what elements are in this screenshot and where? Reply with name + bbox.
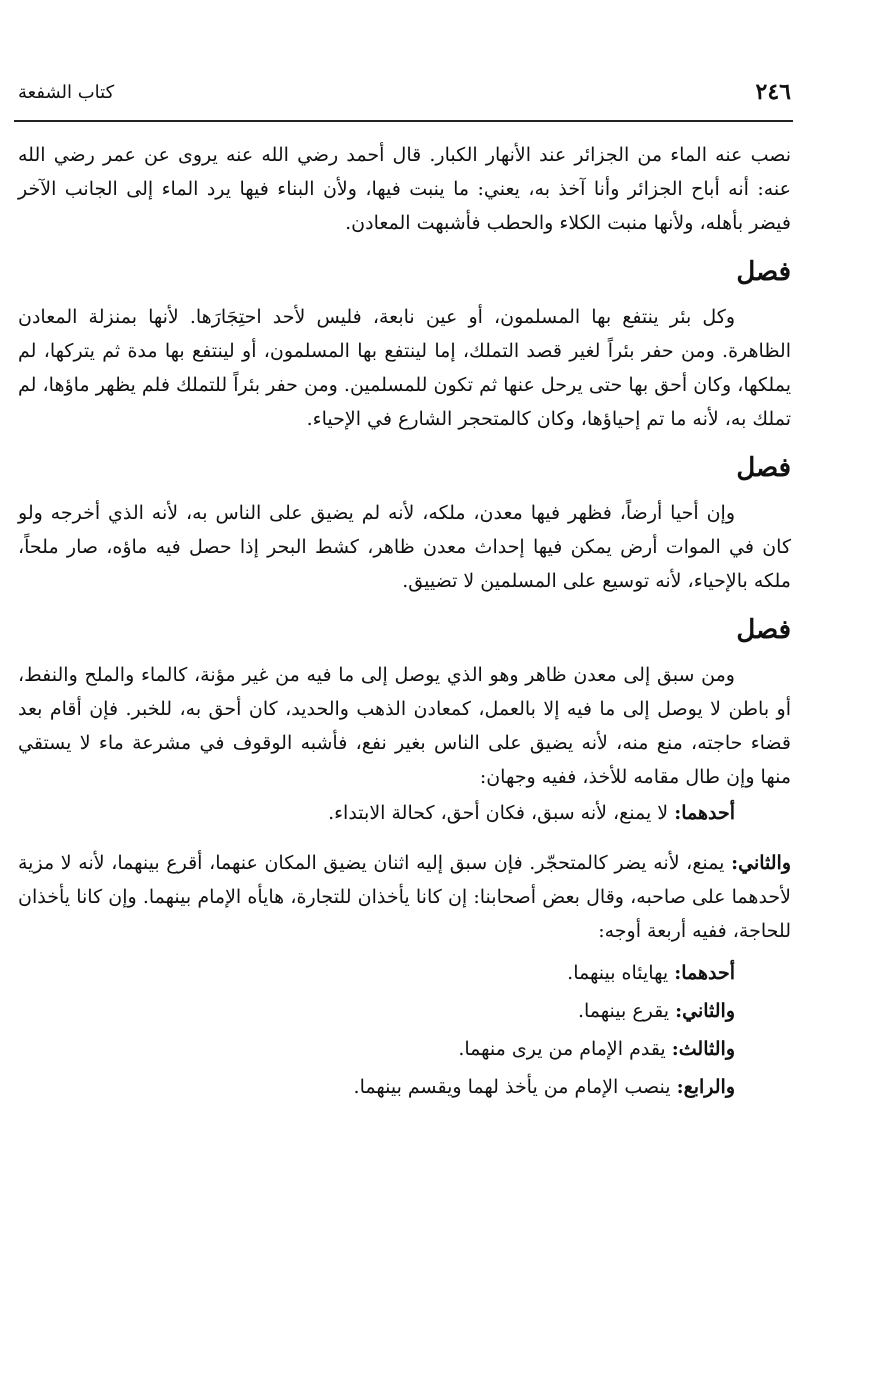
list-item — [18, 1030, 791, 1068]
section-heading: فصل — [736, 453, 791, 483]
header-divider — [14, 120, 793, 122]
list-item-label: والثالث: — [671, 1038, 735, 1060]
page-number: ٢٤٦ — [755, 79, 791, 105]
section-mine-precedence — [18, 610, 791, 794]
list-item-text: يقرع بينهما. — [577, 1000, 670, 1022]
page-body — [18, 138, 791, 1106]
list-item-label: والثاني: — [675, 1000, 735, 1022]
section-paragraph: ومن سبق إلى معدن ظاهر وهو الذي يوصل إلى ما فيه من غير مؤنة، كالماء والملح والنفط، أو باطن لا يوصل إلى ما فيه إلا بالعمل، كمعادن الذهب والحديد، كان أحق به، للخبر. فإن أقام بعد قضاء حاجته، منع منه، لأنه يضيق على الناس بغير نفع، فأشبه الوقوف في مشرعة ماء لا يستقي منها وإن طال مقامه للأخذ، ففيه وجهان: — [18, 664, 791, 788]
list-item — [18, 1068, 791, 1106]
intro-paragraph: نصب عنه الماء من الجزائر عند الأنهار الكبار. قال أحمد رضي الله عنه يروى عن عمر رضي الله عنه: أنه أباح الجزائر وأنا آخذ به، يعني: ما ينبت فيها، ولأن البناء فيها يرد الماء إلى الجانب الآخر فيضر بأهله، ولأنها منبت الكلاء والحطب فأشبهت المعادن. — [18, 144, 791, 234]
running-title: كتاب الشفعة — [18, 81, 115, 103]
section-mine-discovery — [18, 448, 791, 598]
section-heading: فصل — [736, 257, 791, 287]
section-paragraph: وكل بئر ينتفع بها المسلمون، أو عين نابعة، فليس لأحد احتِجَارَها. لأنها بمنزلة المعادن الظاهرة. ومن حفر بئراً لغير قصد التملك، إما لينتفع بها المسلمون، أو لينتفع بها مدة ثم يتركها، لم يملكها، وكان أحق بها حتى يرحل عنها ثم تكون للمسلمين. ومن حفر بئراً للتملك فلم يظهر ماؤها، لم تملك به، لأنه ما تم إحياؤها، وكان كالمتحجر الشارع في الإحياء. — [18, 306, 791, 430]
section-heading: فصل — [736, 615, 791, 645]
option-first — [18, 794, 791, 832]
option-second — [18, 846, 791, 948]
list-item — [18, 992, 791, 1030]
list-item-label: أحدهما: — [674, 962, 735, 984]
option-label: والثاني: — [731, 852, 791, 874]
option-text: يمنع، لأنه يضر كالمتحجّر. فإن سبق إليه اثنان يضيق المكان عنهما، أقرع بينهما، لأنه لا مزية لأحدهما على صاحبه، وقال بعض أصحابنا: إن كانا يأخذان للتجارة، هايأه الإمام بينهما. وإن كانا يأخذان للحاجة، ففيه أربعة أوجه: — [18, 852, 791, 942]
section-paragraph: وإن أحيا أرضاً، فظهر فيها معدن، ملكه، لأنه لم يضيق على الناس به، لأنه الذي أخرجه ولو كان في الموات أرض يمكن فيها إحداث معدن ظاهر، كشط البحر إذا حصل فيه ماؤه، صار ملحاً، ملكه بالإحياء، لأنه توسيع على المسلمين لا تضييق. — [18, 502, 791, 592]
list-item-text: يقدم الإمام من يرى منهما. — [458, 1038, 666, 1060]
list-item-text: يهايئاه بينهما. — [567, 962, 669, 984]
list-item — [18, 954, 791, 992]
four-ways-list — [18, 954, 791, 1106]
list-item-label: والرابع: — [676, 1076, 735, 1098]
option-label: أحدهما: — [674, 802, 735, 824]
option-text: لا يمنع، لأنه سبق، فكان أحق، كحالة الابتداء. — [328, 802, 669, 824]
list-item-text: ينصب الإمام من يأخذ لهما ويقسم بينهما. — [353, 1076, 671, 1098]
section-wells — [18, 252, 791, 436]
page-header — [18, 72, 791, 112]
